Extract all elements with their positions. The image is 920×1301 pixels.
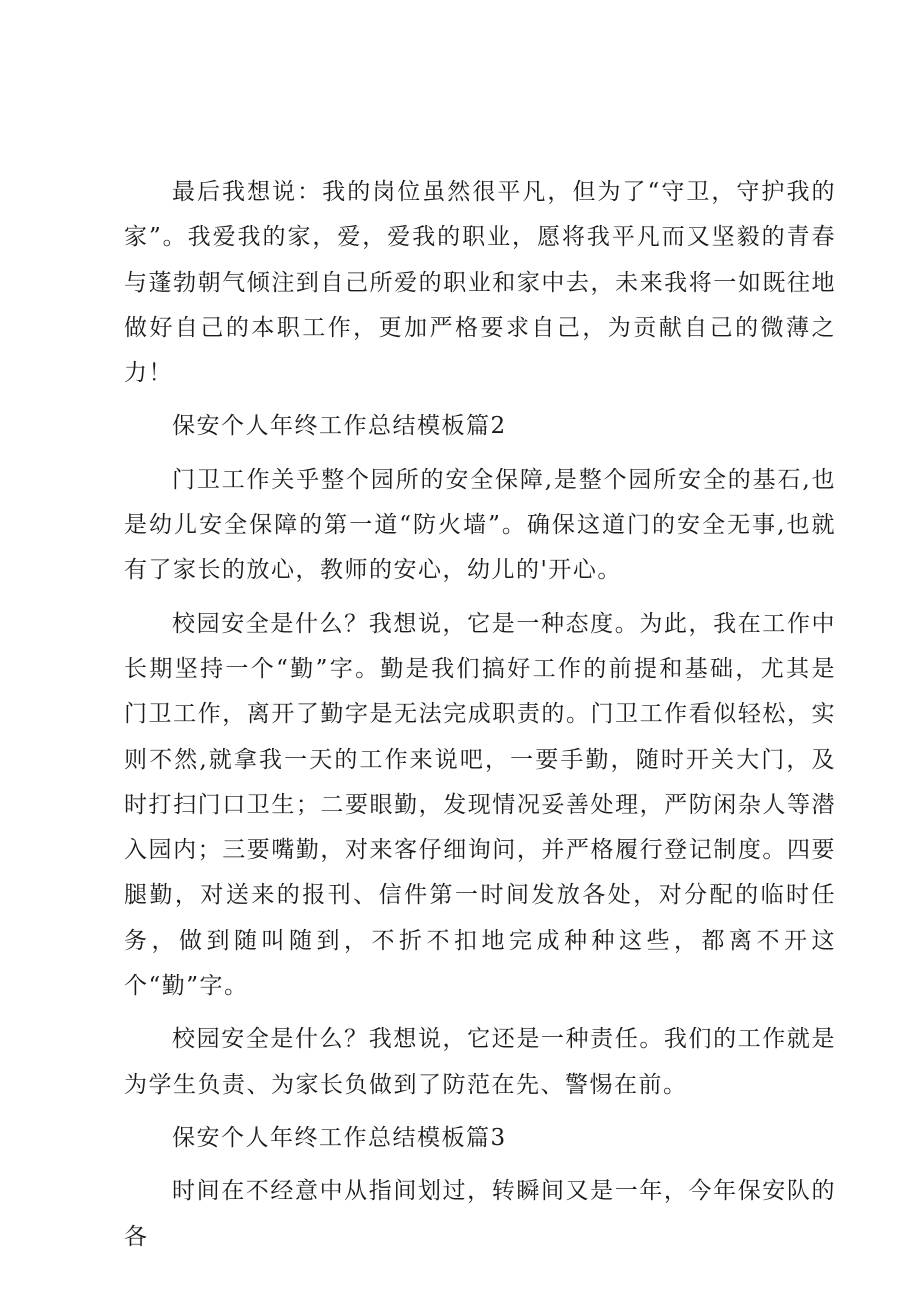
paragraph-gate-guard-importance: 门卫工作关乎整个园所的安全保障,是整个园所安全的基石,也是幼儿安全保障的第一道“防火墙”。确保这道门的安全无事,也就有了家长的放心，教师的安心，幼儿的'开心。 [124, 466, 836, 584]
paragraph-section-3-intro: 时间在不经意中从指间划过，转瞬间又是一年，今年保安队的各 [124, 1178, 836, 1250]
section-heading-2: 保安个人年终工作总结模板篇2 [172, 413, 507, 440]
paragraph-safety-attitude: 校园安全是什么？我想说，它是一种态度。为此，我在工作中长期坚持一个“勤”字。勤是我们搞好工作的前提和基础，尤其是门卫工作，离开了勤字是无法完成职责的。门卫工作看似轻松，实则不然,就拿我一天的工作来说吧，一要手勤，随时开关大门，及时打扫门口卫生；二要眼勤，发现情况妥善处理，严防闲杂人等潜入园内；三要嘴勤，对来客仔细询问，并严格履行登记制度。四要腿勤，对送来的报刊、信件第一时间发放各处，对分配的临时任务，做到随叫随到，不折不扣地完成种种这些，都离不开这个“勤”字。 [124, 610, 836, 1000]
section-heading-3: 保安个人年终工作总结模板篇3 [172, 1124, 507, 1151]
paragraph-closing-remarks: 最后我想说：我的岗位虽然很平凡，但为了“守卫，守护我的家”。我爱我的家，爱，爱我的职业，愿将我平凡而又坚毅的青春与蓬勃朝气倾注到自己所爱的职业和家中去，未来我将一如既往地做好自己的本职工作，更加严格要求自己，为贡献自己的微薄之力！ [124, 179, 836, 387]
document-body [124, 170, 836, 1268]
paragraph-safety-responsibility: 校园安全是什么？我想说，它还是一种责任。我们的工作就是为学生负责、为家长负做到了防范在先、警惕在前。 [124, 1026, 836, 1098]
